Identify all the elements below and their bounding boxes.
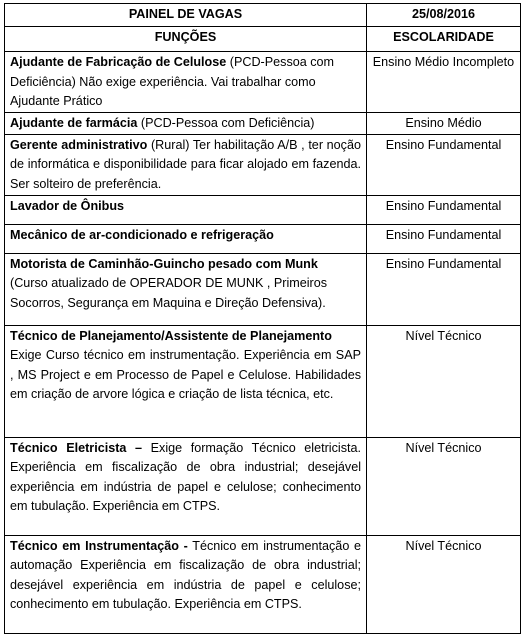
table-row xyxy=(5,112,521,134)
job-description: Exige formação Técnico eletricista. Experiência em fiscalização de obra industrial; desejável experiência em indústria de papel e celulose; conhecimento em tubulação. Experiência em CTPS. xyxy=(10,440,361,514)
job-cell xyxy=(5,195,367,224)
table-row xyxy=(5,535,521,633)
education-level: Ensino Fundamental xyxy=(367,253,521,325)
table-title-row xyxy=(5,4,521,27)
job-description: (PCD-Pessoa com Deficiência) Não exige experiência. Vai trabalhar como Ajudante Prático xyxy=(10,55,335,109)
table-row xyxy=(5,134,521,195)
table-row xyxy=(5,195,521,224)
job-title: Técnico de Planejamento/Assistente de Planejamento xyxy=(10,328,332,343)
table-row xyxy=(5,253,521,325)
job-description: Exige Curso técnico em instrumentação. Experiência em SAP , MS Project e em Processo de Papel e Celulose. Habilidades em criação de arvore lógica e criação de lista técnica, etc. xyxy=(10,348,361,402)
job-cell xyxy=(5,112,367,134)
vagas-table xyxy=(4,3,521,634)
job-title: Motorista de Caminhão-Guincho pesado com Munk xyxy=(10,256,318,271)
job-cell xyxy=(5,52,367,113)
column-header-funcoes: FUNÇÕES xyxy=(5,27,367,52)
education-level: Ensino Fundamental xyxy=(367,195,521,224)
column-header-escolaridade: ESCOLARIDADE xyxy=(367,27,521,52)
education-level: Ensino Médio Incompleto xyxy=(367,52,521,113)
table-row xyxy=(5,325,521,437)
job-description: (PCD-Pessoa com Deficiência) xyxy=(137,115,315,130)
panel-date: 25/08/2016 xyxy=(367,4,521,27)
education-level: Nível Técnico xyxy=(367,437,521,535)
job-title: Técnico em Instrumentação - xyxy=(10,538,188,553)
job-cell xyxy=(5,224,367,253)
job-title: Gerente administrativo xyxy=(10,137,148,152)
education-level: Nível Técnico xyxy=(367,325,521,437)
job-cell xyxy=(5,253,367,325)
job-cell xyxy=(5,325,367,437)
education-level: Ensino Fundamental xyxy=(367,224,521,253)
job-description: (Rural) Ter habilitação A/B , ter noção de informática e disponibilidade para ficar alojado em fazenda. Ser solteiro de preferência. xyxy=(10,137,361,191)
job-cell xyxy=(5,535,367,633)
education-level: Ensino Médio xyxy=(367,112,521,134)
job-cell xyxy=(5,437,367,535)
job-cell xyxy=(5,134,367,195)
job-title: Mecânico de ar-condicionado e refrigeração xyxy=(10,227,274,242)
job-title: Ajudante de Fabricação de Celulose xyxy=(10,55,227,69)
education-level: Ensino Fundamental xyxy=(367,134,521,195)
job-title: Lavador de Ônibus xyxy=(10,198,125,213)
table-header-row xyxy=(5,27,521,52)
job-description: (Curso atualizado de OPERADOR DE MUNK , Primeiros Socorros, Segurança em Maquina e Direção Defensiva). xyxy=(10,276,328,310)
job-title: Ajudante de farmácia xyxy=(10,115,138,130)
job-description: Técnico em instrumentação e automação Experiência em fiscalização de obra industrial; desejável experiência em indústria de papel e celulose; conhecimento em tubulação. Experiência em CTPS. xyxy=(10,538,362,612)
table-row xyxy=(5,52,521,113)
table-row xyxy=(5,224,521,253)
education-level: Nível Técnico xyxy=(367,535,521,633)
job-title: Técnico Eletricista – xyxy=(10,440,143,455)
table-row xyxy=(5,437,521,535)
panel-title: PAINEL DE VAGAS xyxy=(5,4,367,27)
